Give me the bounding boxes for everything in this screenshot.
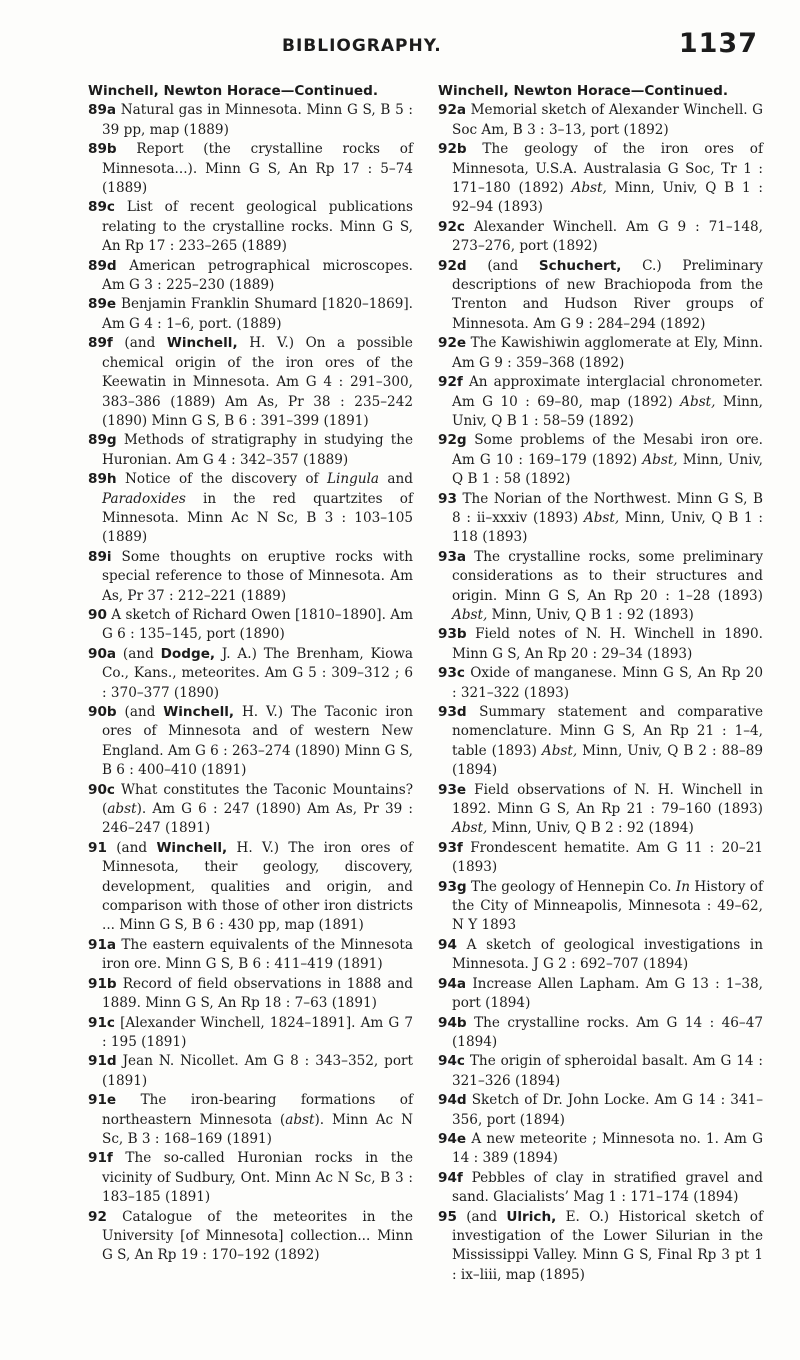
entry-text: Jean N. Nicollet. Am G 8 : 343–352, port (1891) [102,1053,413,1089]
bibliography-entry [438,1091,763,1130]
bibliography-entry [88,975,413,1014]
entry-number: 94f [438,1169,463,1186]
entry-text: Memorial sketch of Alexander Winchell. G Soc Am, B 3 : 3–13, port (1892) [452,102,763,138]
entry-abstract-note: Abst, [452,606,488,623]
bibliography-entry [438,625,763,664]
bibliography-entry [438,257,763,335]
entry-number: 92g [438,432,467,449]
bibliography-entry [438,878,763,936]
right-column [438,82,763,1285]
entry-text: H. V.) The iron ores of Minnesota, their geology, discovery, development, qualities and origin, and comparison with those of other iron districts ... Minn G S, B 6 : 430 pp, map (1891) [102,839,413,934]
entry-text: An approximate interglacial chronometer. Am G 10 : 69–80, map (1892) [452,374,763,410]
bibliography-entry [438,664,763,703]
entry-prefix: (and [106,839,157,856]
entry-number: 95 [438,1208,457,1225]
entry-text: Catalogue of the meteorites in the University [of Minnesota] collection... Minn G S, An Rp 19 : 170–192 (1892) [102,1208,413,1264]
entry-text: What constitutes the Taconic Mountains? ( [102,781,413,818]
entry-text: Record of field observations in 1888 and 1889. Minn G S, An Rp 18 : 7–63 (1891) [102,975,413,1012]
entry-number: 93d [438,704,467,720]
entry-abstract-note: abst [107,801,137,818]
entry-text-mid: and [379,471,413,488]
entry-text: Notice of the discovery of [116,471,327,488]
bibliography-entry [88,198,413,256]
entry-number: 92a [438,102,467,119]
entry-prefix: (and [116,704,164,720]
running-head-title: BIBLIOGRAPHY. [282,36,442,56]
bibliography-entry [438,101,763,140]
bibliography-entry [88,431,413,470]
entry-number: 91c [88,1014,115,1031]
entry-text-tail: Minn, Univ, Q B 1 : 58–59 (1892) [452,393,763,429]
entry-number: 91 [88,839,107,856]
entry-number: 94d [438,1092,467,1109]
entry-text: The Kawishiwin agglomerate at Ely, Minn. Am G 9 : 359–368 (1892) [452,335,763,371]
entry-text: The eastern equivalents of the Minnesota iron ore. Minn G S, B 6 : 411–419 (1891) [102,936,413,973]
entry-text: Field observations of N. H. Winchell in 1892. Minn G S, An Rp 21 : 79–160 (1893) [452,781,763,818]
entry-text: The geology of Hennepin Co. [466,878,676,895]
entry-text: Pebbles of clay in stratified gravel and sand. Glacialists’ Mag 1 : 171–174 (1894) [452,1169,763,1206]
bibliography-entry [88,645,413,703]
entry-number: 94a [438,975,467,992]
entry-number: 89d [88,257,117,274]
entry-text: Oxide of manganese. Minn G S, An Rp 20 : 321–322 (1893) [452,665,763,701]
entry-text-tail: Minn, Univ, Q B 1 : 118 (1893) [452,509,763,546]
entry-prefix: (and [112,335,167,352]
entry-text: Report (the crystalline rocks of Minnesota...). Minn G S, An Rp 17 : 5–74 (1889) [102,141,413,197]
entry-prefix: (and [456,1208,507,1225]
bibliography-entry [88,1208,413,1266]
bibliography-entry [88,1014,413,1053]
entry-text: [Alexander Winchell, 1824–1891]. Am G 7 : 195 (1891) [102,1014,413,1050]
entry-text: The iron-bearing formations of northeastern Minnesota ( [102,1092,413,1128]
entry-text: H. V.) On a possible chemical origin of the iron ores of the Keewatin in Minnesota. Am G 4 : 291–300, 383–386 (1889) Am As, Pr 38 : 235–242 (1890) Minn G S, B 6 : 391–399 (1891) [102,335,413,429]
bibliography-entry [88,295,413,334]
entry-number: 94 [438,936,457,953]
entry-number: 93e [438,781,467,798]
entry-number: 93c [438,665,465,682]
entry-number: 92e [438,335,467,352]
bibliography-entry [88,334,413,431]
bibliography-entry [88,1052,413,1091]
entry-text-tail: History of the City of Minneapolis, Minnesota : 49–62, N Y 1893 [452,878,763,934]
bibliography-entry [438,431,763,489]
entry-text: The crystalline rocks. Am G 14 : 46–47 (1894) [452,1014,763,1050]
entry-text: The origin of spheroidal basalt. Am G 14 : 321–326 (1894) [452,1053,763,1089]
running-head [82,28,758,62]
bibliography-entry [88,839,413,936]
author-heading: Winchell, Newton Horace—Continued. [88,83,378,99]
bibliography-entry [88,606,413,645]
entry-text-tail: Minn, Univ, Q B 2 : 92 (1894) [487,820,694,837]
entry-text-tail: Minn, Univ, Q B 1 : 58 (1892) [452,451,764,488]
entry-abstract-note: abst [285,1111,315,1128]
entry-text: Methods of stratigraphy in studying the Huronian. Am G 4 : 342–357 (1889) [102,432,413,468]
entry-number: 92b [438,141,467,158]
entry-coauthor: Schuchert, [538,257,622,274]
entry-number: 89h [88,471,117,488]
entry-number: 92f [438,374,463,391]
entry-number: 93f [438,839,463,856]
entry-species: Lingula [326,471,380,488]
entry-number: 92c [438,218,465,235]
bibliography-entry [438,781,763,839]
entry-coauthor: Winchell, [163,704,235,720]
bibliography-entry [438,1208,763,1286]
bibliography-entry [438,1052,763,1091]
entry-number: 90c [88,781,115,798]
entry-text-tail: Minn, Univ, Q B 1 : 92 (1893) [487,606,694,623]
entry-prefix: (and [116,645,161,662]
bibliography-entry [438,334,763,373]
entry-coauthor: Winchell, [156,839,228,856]
entry-text-tail: Minn, Univ, Q B 1 : 92–94 (1893) [452,180,763,216]
entry-text: The geology of the iron ores of Minnesota, U.S.A. Australasia G Soc, Tr 1 : 171–180 (1892) [452,141,763,197]
bibliography-entry [438,936,763,975]
entry-abstract-note: Abst, [642,451,678,468]
entry-text-tail: Minn, Univ, Q B 2 : 88–89 (1894) [452,742,763,779]
bibliography-entry [88,548,413,606]
entry-species: Paradoxides [102,490,186,507]
entry-number: 89e [88,296,117,313]
bibliography-entry [438,373,763,431]
bibliography-entry [88,1091,413,1149]
entry-text: The so-called Huronian rocks in the vicinity of Sudbury, Ont. Minn Ac N Sc, B 3 : 183–185 (1891) [102,1150,413,1206]
left-column [88,82,413,1266]
entry-text: Increase Allen Lapham. Am G 13 : 1–38, port (1894) [452,975,763,1012]
entry-number: 91e [88,1092,117,1109]
bibliography-entry [438,548,763,626]
entry-abstract-note: Abst, [680,393,716,410]
entry-number: 94c [438,1053,465,1070]
entry-number: 90b [88,704,117,720]
entry-abstract-note: Abst, [452,820,488,837]
bibliography-entry [438,1130,763,1169]
bibliography-entry [88,1149,413,1207]
entry-text: Summary statement and comparative nomenclature. Minn G S, An Rp 21 : 1–4, table (1893) [452,704,763,759]
entry-text: American petrographical microscopes. Am G 3 : 225–230 (1889) [102,257,413,294]
bibliography-entry [88,936,413,975]
entry-text: The crystalline rocks, some preliminary considerations as to their structures and origin. Minn G S, An Rp 20 : 1–28 (1893) [452,548,763,604]
entry-text: Natural gas in Minnesota. Minn G S, B 5 : 39 pp, map (1889) [102,102,413,138]
entry-text-tail: ). Am G 6 : 247 (1890) Am As, Pr 39 : 246–247 (1891) [102,801,413,837]
bibliography-entry [88,781,413,839]
bibliography-entry [438,218,763,257]
entry-number: 94e [438,1130,467,1147]
page-number: 1137 [678,28,758,59]
entry-number: 93 [438,490,457,507]
bibliography-entry [88,140,413,198]
entry-text: Some problems of the Mesabi iron ore. Am G 10 : 169–179 (1892) [452,432,763,468]
bibliography-entry [438,975,763,1014]
entry-abstract-note: In [675,878,690,895]
entry-number: 89i [88,548,112,565]
entry-number: 91d [88,1053,117,1070]
entry-text: E. O.) Historical sketch of investigation of the Lower Silurian in the Mississippi Valley. Minn G S, Final Rp 3 pt 1 : ix–liii, map (1895) [452,1208,763,1283]
bibliography-entry [88,257,413,296]
entry-text: Benjamin Franklin Shumard [1820–1869]. Am G 4 : 1–6, port. (1889) [102,296,413,332]
entry-number: 90a [88,645,117,662]
entry-text: Frondescent hematite. Am G 11 : 20–21 (1893) [452,839,763,876]
entry-number: 91a [88,936,117,953]
entry-number: 93b [438,626,467,643]
bibliography-entry [438,490,763,548]
entry-coauthor: Dodge, [160,645,216,662]
entry-number: 92 [88,1208,107,1225]
entry-text: A new meteorite ; Minnesota no. 1. Am G 14 : 389 (1894) [452,1130,763,1167]
bibliography-entry [88,703,413,781]
entry-number: 90 [88,606,107,623]
entry-number: 94b [438,1014,467,1031]
entry-text: J. A.) The Brenham, Kiowa Co., Kans., meteorites. Am G 5 : 309–312 ; 6 : 370–377 (1890) [102,645,413,701]
bibliography-entry [88,101,413,140]
entry-text-tail: in the red quartzites of Minnesota. Minn Ac N Sc, B 3 : 103–105 (1889) [102,490,413,546]
entry-number: 89g [88,432,117,449]
entry-text: A sketch of geological investigations in Minnesota. J G 2 : 692–707 (1894) [452,936,763,973]
entry-text: Sketch of Dr. John Locke. Am G 14 : 341–356, port (1894) [452,1092,763,1128]
entry-text: List of recent geological publications relating to the crystalline rocks. Minn G S, An Rp 17 : 233–265 (1889) [102,199,413,255]
left-entries-list [88,101,413,1265]
entry-abstract-note: Abst, [583,509,620,526]
entry-text-tail: ). Minn Ac N Sc, B 3 : 168–169 (1891) [102,1111,413,1147]
bibliography-entry [438,839,763,878]
entry-number: 89a [88,102,117,119]
entry-text: The Norian of the Northwest. Minn G S, B 8 : ii–xxxiv (1893) [452,490,763,526]
entry-number: 91f [88,1150,113,1167]
bibliography-entry [438,1169,763,1208]
entry-number: 89f [88,335,113,352]
bibliography-entry [438,1014,763,1053]
entry-text: A sketch of Richard Owen [1810–1890]. Am G 6 : 135–145, port (1890) [102,606,413,643]
bibliography-entry [438,140,763,218]
entry-number: 92d [438,257,467,274]
entry-number: 89c [88,199,115,216]
entry-text: H. V.) The Taconic iron ores of Minnesota and of western New England. Am G 6 : 263–274 (1890) Minn G S, B 6 : 400–410 (1891) [102,704,413,779]
entry-prefix: (and [466,257,539,274]
entry-text: Alexander Winchell. Am G 9 : 71–148, 273–276, port (1892) [452,218,763,255]
entry-coauthor: Ulrich, [506,1208,557,1225]
entry-number: 91b [88,975,117,992]
entry-abstract-note: Abst, [571,180,607,197]
bibliography-entry [88,470,413,548]
entry-number: 93g [438,878,467,895]
entry-text: C.) Preliminary descriptions of new Brachiopoda from the Trenton and Hudson River groups of Minnesota. Am G 9 : 284–294 (1892) [452,257,763,332]
right-entries-list [438,101,763,1285]
entry-number: 89b [88,141,117,158]
entry-coauthor: Winchell, [166,335,238,352]
bibliography-entry [438,703,763,781]
entry-abstract-note: Abst, [541,742,578,759]
author-heading: Winchell, Newton Horace—Continued. [438,83,728,99]
entry-text: Field notes of N. H. Winchell in 1890. Minn G S, An Rp 20 : 29–34 (1893) [452,626,763,662]
entry-text: Some thoughts on eruptive rocks with special reference to those of Minnesota. Am As, Pr 37 : 212–221 (1889) [102,548,413,604]
entry-number: 93a [438,548,467,565]
